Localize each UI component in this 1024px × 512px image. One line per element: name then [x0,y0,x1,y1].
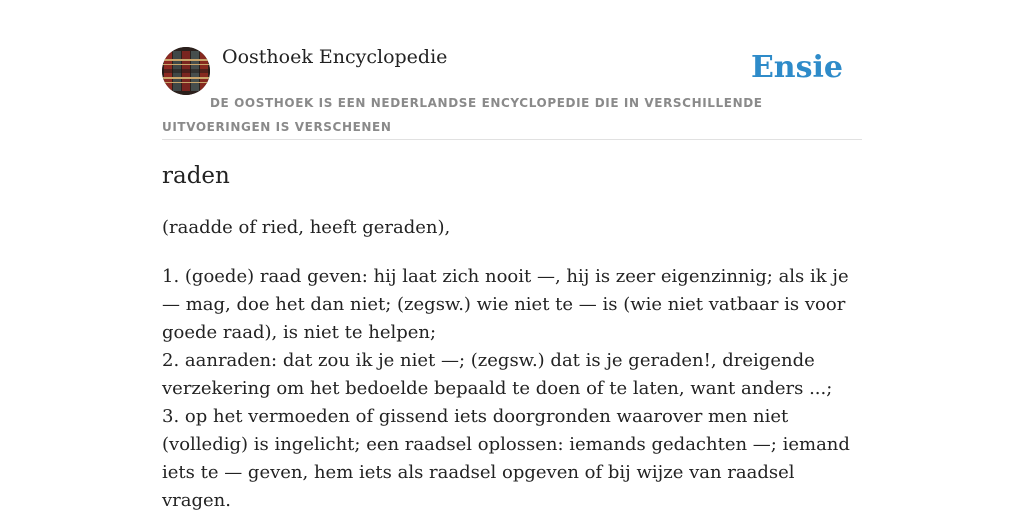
header [162,46,862,140]
brand-logo[interactable]: Ensie [750,50,843,85]
entry-term: raden [162,163,230,189]
book-spines-icon[interactable] [162,47,210,95]
entry-grammar: (raadde of ried, heeft geraden), [162,217,451,238]
definition-sense: 1. (goede) raad geven: hij laat zich nooit —, hij is zeer eigenzinnig; als ik je — mag, doe het dan niet; (zegsw.) wie niet te — is (wie niet vatbaar is voor goede raad), is niet te helpen; [162,266,849,343]
entry-definition [162,263,862,512]
source-name[interactable]: Oosthoek Encyclopedie [222,46,448,68]
definition-sense: 3. op het vermoeden of gissend iets doorgronden waarover men niet (volledig) is ingelicht; een raadsel oplossen: iemands gedachten —; iemand iets te — geven, hem iets als raadsel opgeven of bij wijze van raadsel vragen. [162,406,850,511]
source-tagline: DE OOSTHOEK IS EEN NEDERLANDSE ENCYCLOPEDIE DIE IN VERSCHILLENDE UITVOERINGEN IS VERSCHENEN [162,96,763,134]
definition-sense: 2. aanraden: dat zou ik je niet —; (zegsw.) dat is je geraden!, dreigende verzekering om het bedoelde bepaald te doen of te laten, want anders ...; [162,350,833,399]
